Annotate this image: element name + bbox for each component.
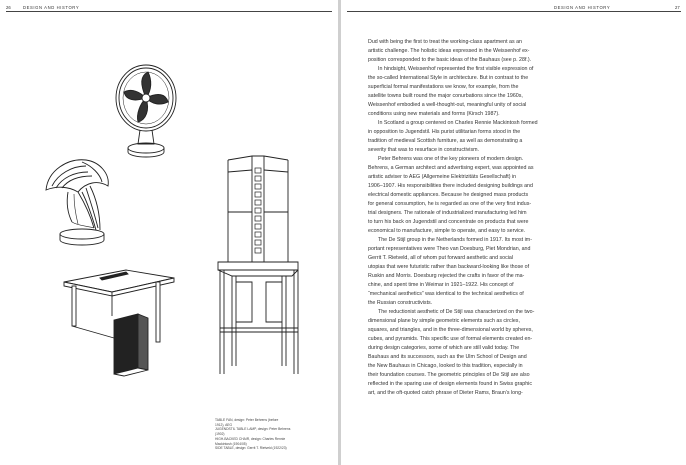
text-line: to turn his back on Jugendstil and concentrate on products that were [368, 219, 529, 225]
text-line: for general consumption, he is regarded as one of the very first indus- [368, 201, 532, 207]
caption-line: (1902) [215, 432, 225, 437]
text-line: Peter Behrens was one of the key pioneers of modern design. [378, 156, 524, 162]
table-fan-illustration [112, 62, 180, 162]
text-line: artistic adviser to AEG (Allgemeine Elektrizitäts Gesellschaft) in [368, 174, 517, 180]
side-table-illustration [52, 250, 188, 390]
text-line: Gerrit T. Rietveld, all of whom put forward aesthetic and social [368, 255, 514, 261]
text-line: the so-called International Style in architecture. But in contrast to the [368, 75, 529, 81]
text-line: severity that was to resurface in constructivism. [368, 147, 479, 153]
text-line: superficial formal manifestations we know, for example, from the [368, 84, 519, 90]
body-paragraph [368, 65, 668, 119]
text-line: satellite towns built round the major conurbations since the 1960s, [368, 93, 523, 99]
text-line: electrical domestic appliances. Because he designed mass products [368, 192, 529, 198]
text-line: the New Bauhaus in Chicago, looked to this tradition, especially in [368, 363, 523, 369]
text-line: The De Stijl group in the Netherlands formed in 1917. Its most im- [378, 237, 532, 243]
text-line: The reductionist aesthetic of De Stijl was characterized on the two- [378, 309, 535, 315]
text-line: Weissenhof embodied a well-thought-out, meaningful unity of social [368, 102, 527, 108]
caption-line: HIGH-BACKED CHAIR, design: Charles Rennie [215, 436, 286, 441]
body-paragraph [368, 155, 668, 236]
text-line: Dud with being the first to treat the working-class apartment as an [368, 39, 522, 45]
text-line: trial designers. The rationale of industrialized manufacturing led him [368, 210, 527, 216]
text-line: reflected in the sparing use of design elements found in Swiss graphic [368, 381, 533, 387]
text-line: chine, and spent time in Weimar in 1921–1922. His concept of [368, 282, 514, 288]
text-line: dimensional plane by simple geometric elements such as circles, [368, 318, 520, 324]
page-number-right: 27 [675, 5, 680, 10]
high-backed-chair-illustration [212, 152, 304, 382]
caption-line: TABLE FAN, design: Peter Behrens (before [215, 418, 279, 422]
text-line: In hindsight, Weissenhof represented the first visible expression of [378, 66, 534, 72]
page-number-left: 26 [6, 5, 11, 10]
text-line: economical to manufacture, simple to operate, and easy to service. [368, 228, 526, 234]
text-line: utopias that were futuristic rather than backward-looking like those of [368, 264, 530, 270]
text-line: squares, and triangles, and in the three-dimensional world by spheres, [368, 327, 533, 333]
right-page [341, 0, 686, 465]
header-rule-right [347, 11, 681, 12]
text-line: Behrens, a German architect and advertising expert, was appointed as [368, 165, 534, 171]
body-paragraph [368, 308, 668, 398]
body-paragraph [368, 119, 668, 155]
text-line: “mechanical aesthetics” was identical to the technical aesthetics of [368, 291, 524, 297]
left-page [0, 0, 338, 465]
text-line: conditions using new materials and forms (Kirsch 1987). [368, 111, 500, 117]
figure-captions [215, 418, 330, 451]
header-rule-left [6, 11, 332, 12]
text-line: 1906–1907. His responsibilities there included designing buildings and [368, 183, 533, 189]
text-line: their foundation courses. The geometric principles of De Stijl are also [368, 372, 530, 378]
caption-line: 1912), AEG [215, 422, 233, 427]
text-line: in opposition to Jugendstil. His purist utilitarian forms stood in the [368, 129, 521, 135]
table-lamp-illustration [38, 152, 114, 250]
text-line: cubes, and pyramids. This specific use of formal elements created en- [368, 336, 533, 342]
text-line: artistic challenge. The holistic ideas expressed in the Weissenhof ex- [368, 48, 530, 54]
text-line: position corresponded to the basic ideas of the Bauhaus (see p. 28f.). [368, 57, 532, 63]
text-line: In Scotland a group centered on Charles Rennie Mackintosh formed [378, 120, 538, 126]
text-line: tradition of medieval Scottish furniture, as well as demonstrating a [368, 138, 523, 144]
body-paragraph [368, 236, 668, 308]
caption-line: Mackintosh (1904/05) [215, 441, 247, 446]
running-head-right: DESIGN AND HISTORY [554, 5, 611, 10]
body-text-column [368, 38, 668, 398]
text-line: Bauhaus and its successors, such as the Ulm School of Design and [368, 354, 527, 360]
text-line: during design categories, some of which are still valid today. The [368, 345, 520, 351]
running-head-left: DESIGN AND HISTORY [23, 5, 80, 10]
text-line: the Russian constructivists. [368, 300, 433, 306]
caption-line: JUGENDSTIL TABLE LAMP, design: Peter Behrens [215, 427, 291, 432]
text-line: art, and the oft-quoted catch phrase of Dieter Rams, Braun’s long- [368, 390, 523, 396]
caption-line: SIDE TABLE, design: Gerrit T. Rietveld (1922/23) [215, 446, 287, 451]
body-paragraph [368, 38, 668, 65]
text-line: portant representatives were Theo van Doesburg, Piet Mondrian, and [368, 246, 531, 252]
text-line: Ruskin and Morris. Doesburg rejected the crafts in favor of the ma- [368, 273, 525, 279]
